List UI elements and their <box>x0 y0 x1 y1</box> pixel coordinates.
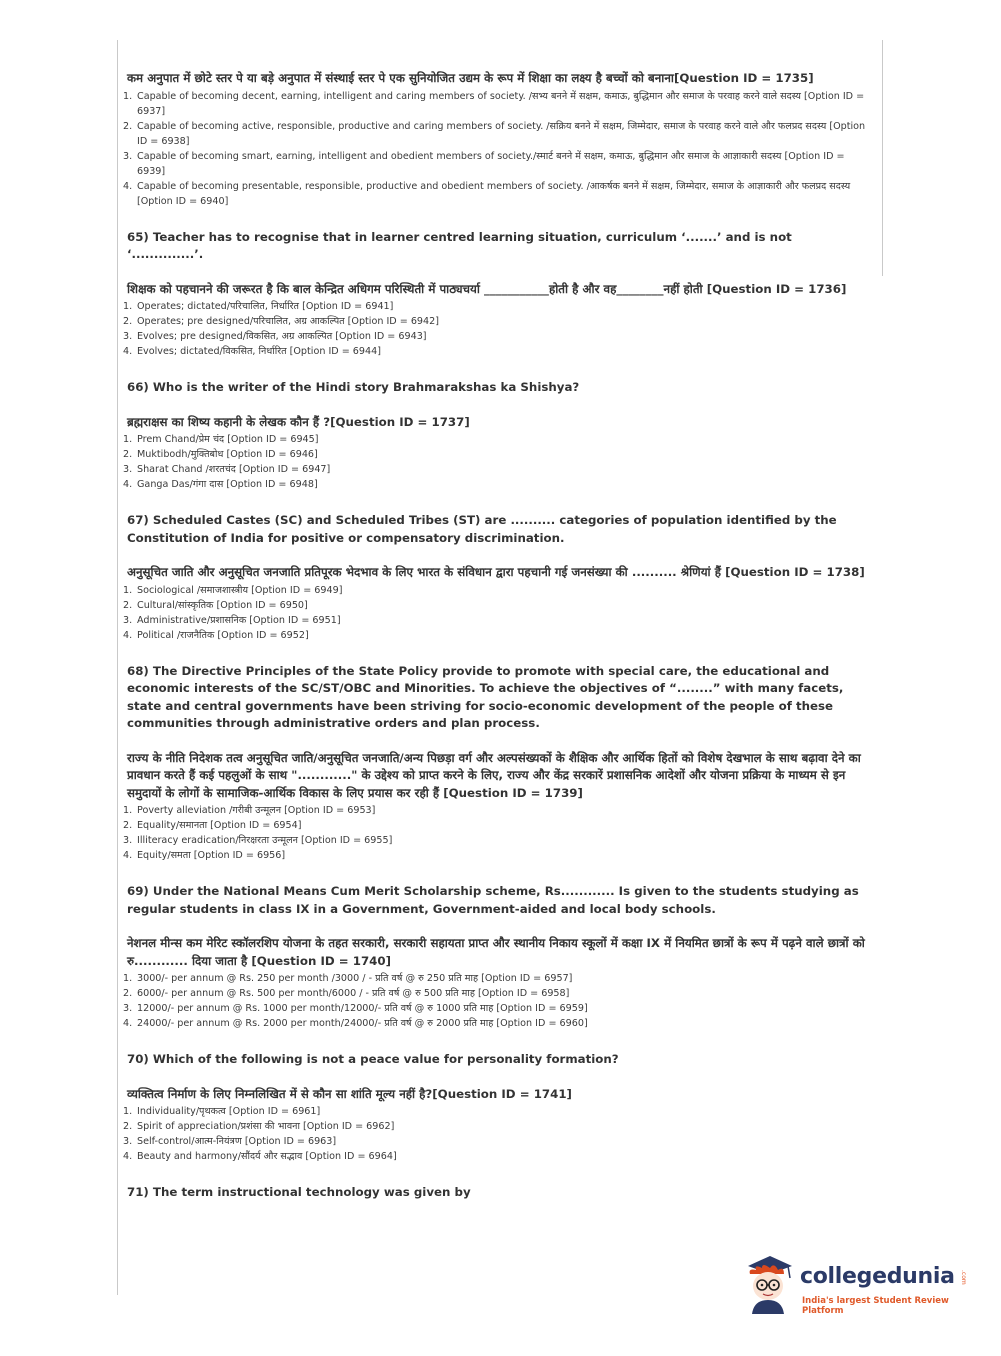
question-block-65 <box>123 229 872 360</box>
question-block-67 <box>123 512 872 643</box>
right-margin-rule <box>882 40 883 276</box>
option-item: 4. Beauty and harmony/सौंदर्य और सद्भाव [Option ID = 6964] <box>123 1151 397 1162</box>
options-list <box>123 971 872 1031</box>
option-item: 2. Muktibodh/मुक्तिबोध [Option ID = 6946] <box>123 449 318 460</box>
option-item: 3. Administrative/प्रशासनिक [Option ID = 6951] <box>123 614 341 626</box>
option-item: 4. Evolves; dictated/विकसित, निर्धारित [Option ID = 6944] <box>123 346 381 357</box>
question-hindi: व्यक्तित्व निर्माण के लिए निम्नलिखित में से कौन सा शांति मूल्य नहीं है?[Question ID = 1741] <box>127 1086 572 1101</box>
question-english: 65) Teacher has to recognise that in learner centred learning situation, curriculum ‘.......’ and is not ‘..............’. <box>127 229 792 261</box>
question-block-1735 <box>123 70 872 209</box>
options-list <box>123 432 872 492</box>
options-list <box>123 1104 872 1164</box>
question-english: 66) Who is the writer of the Hindi story Brahmarakshas ka Shishya? <box>127 380 580 394</box>
option-item: 4. Capable of becoming presentable, responsible, productive and obedient members of society. /आकर्षक बनने में सक्षम, जिम्मेदार, समाज के आज्ञाकारी और फलप्रद सदस्य [Option ID = 6940] <box>123 180 851 207</box>
logo-wordmark: collegedunia <box>800 1264 955 1289</box>
question-block-70 <box>123 1051 872 1164</box>
option-item: 1. Sociological /समाजशास्त्रीय [Option ID = 6949] <box>123 584 343 596</box>
question-hindi: कम अनुपात में छोटे स्तर पे या बड़े अनुपात में संस्थाई स्तर पे एक सुनियोजित उद्यम के रूप में शिक्षा का लक्ष्य है बच्चों को बनाना[Question ID = 1735] <box>127 71 814 85</box>
option-item: 4. 24000/- per annum @ Rs. 2000 per month/24000/- प्रति वर्ष @ रु 2000 प्रति माह [Option ID = 6960] <box>123 1018 588 1029</box>
option-item: 2. Operates; pre designed/परिचालित, अग्र आकल्पित [Option ID = 6942] <box>123 316 439 327</box>
question-english: 69) Under the National Means Cum Merit Scholarship scheme, Rs............ Is given to the students studying as regular students in class IX in a Government, Government-aided and local body schools. <box>127 884 859 916</box>
question-hindi: शिक्षक को पहचानने की जरूरत है कि बाल केन्द्रित अधिगम परिस्थिती में पाठ्यचर्या ___________होती है और वह________नहीं होती [Question ID = 1736] <box>127 281 847 296</box>
question-english: 71) The term instructional technology was given by <box>127 1185 471 1199</box>
option-item: 1. Prem Chand/प्रेम चंद [Option ID = 6945] <box>123 434 319 445</box>
option-item: 4. Equity/समता [Option ID = 6956] <box>123 850 286 861</box>
option-item: 1. Operates; dictated/परिचालित, निर्धारित [Option ID = 6941] <box>123 301 394 312</box>
option-item: 2. Spirit of appreciation/प्रशंसा की भावना [Option ID = 6962] <box>123 1121 395 1132</box>
option-item: 1. 3000/- per annum @ Rs. 250 per month /3000 / - प्रति वर्ष @ रु 250 प्रति माह [Option ID = 6957] <box>123 973 573 984</box>
options-list <box>123 89 872 209</box>
option-item: 3. 12000/- per annum @ Rs. 1000 per month/12000/- प्रति वर्ष @ रु 1000 प्रति माह [Option ID = 6959] <box>123 1003 588 1014</box>
question-hindi: राज्य के नीति निदेशक तत्व अनुसूचित जाति/अनुसूचित जनजाति/अन्य पिछड़ा वर्ग और अल्पसंख्यकों के शैक्षिक और आर्थिक हितों को विशेष देखभाल के साथ बढ़ावा देने का प्रावधान करते हैं कई पहलुओं के साथ "............" के उद्देश्य को प्राप्त करने के लिए, राज्य और केंद्र सरकारें प्रशासनिक आदेशों और योजना प्रक्रिया के माध्यम से इन समुदायों के लोगों के सामाजिक-आर्थिक विकास के लिए प्रयास कर रही हैं [Question ID = 1739] <box>127 750 861 800</box>
option-item: 3. Sharat Chand /शरतचंद [Option ID = 6947] <box>123 464 331 475</box>
option-item: 4. Political /राजनैतिक [Option ID = 6952] <box>123 629 309 641</box>
option-item: 2. Capable of becoming active, responsible, productive and caring members of society. /सक्रिय बनने में सक्षम, जिम्मेदार, समाज के परवाह करने वाले और फलप्रद सदस्य [Option ID = 6938] <box>123 120 866 147</box>
question-block-69 <box>123 883 872 1031</box>
question-hindi: ब्रह्मराक्षस का शिष्य कहानी के लेखक कौन हैं ?[Question ID = 1737] <box>127 414 470 429</box>
question-block-66 <box>123 379 872 492</box>
option-item: 4. Ganga Das/गंगा दास [Option ID = 6948] <box>123 479 318 490</box>
logo-suffix: .com <box>960 1270 967 1285</box>
option-item: 3. Self-control/आत्म-नियंत्रण [Option ID = 6963] <box>123 1136 337 1147</box>
options-list <box>123 583 872 643</box>
option-item: 2. Equality/समानता [Option ID = 6954] <box>123 820 302 831</box>
question-english: 68) The Directive Principles of the State Policy provide to promote with special care, the educational and economic interests of the SC/ST/OBC and Minorities. To achieve the objectives of “........” with many facets, state and central governments have been striving for socio-economic development of the people of these communities through administrative orders and plan process. <box>127 663 844 730</box>
options-list <box>123 803 872 863</box>
mascot-icon <box>740 1248 800 1314</box>
option-item: 2. Cultural/सांस्कृतिक [Option ID = 6950] <box>123 599 308 611</box>
logo-tagline: India's largest Student Review Platform <box>802 1296 949 1316</box>
option-item: 2. 6000/- per annum @ Rs. 500 per month/6000 / - प्रति वर्ष @ रु 500 प्रति माह [Option ID = 6958] <box>123 988 570 999</box>
question-block-71 <box>127 1184 872 1202</box>
option-item: 3. Capable of becoming smart, earning, intelligent and obedient members of society./स्मार्ट बनने में सक्षम, कमाऊ, बुद्धिमान और समाज के आज्ञाकारी सदस्य [Option ID = 6939] <box>123 150 845 177</box>
option-item: 1. Individuality/पृथकत्व [Option ID = 6961] <box>123 1106 321 1117</box>
question-paper <box>123 70 872 1222</box>
question-hindi: अनुसूचित जाति और अनुसूचित जनजाति प्रतिपूरक भेदभाव के लिए भारत के संविधान द्वारा पहचानी गई जनसंख्या की .......... श्रेणियां हैं [Question ID = 1738] <box>127 565 865 579</box>
option-item: 3. Evolves; pre designed/विकसित, अग्र आकल्पित [Option ID = 6943] <box>123 331 427 342</box>
option-item: 3. Illiteracy eradication/निरक्षरता उन्मूलन [Option ID = 6955] <box>123 835 393 846</box>
options-list <box>123 299 872 359</box>
option-item: 1. Poverty alleviation /गरीबी उन्मूलन [Option ID = 6953] <box>123 805 376 816</box>
collegedunia-logo[interactable] <box>740 1248 972 1314</box>
left-margin-rule <box>117 40 118 1295</box>
question-english: 70) Which of the following is not a peace value for personality formation? <box>127 1052 619 1066</box>
option-item: 1. Capable of becoming decent, earning, intelligent and caring members of society. /सभ्य बनने में सक्षम, कमाऊ, बुद्धिमान और समाज के परवाह करने वाले सदस्य [Option ID = 6937] <box>123 90 865 117</box>
question-english: 67) Scheduled Castes (SC) and Scheduled Tribes (ST) are .......... categories of population identified by the Constitution of India for positive or compensatory discrimination. <box>127 513 837 545</box>
question-hindi: नेशनल मीन्स कम मेरिट स्कॉलरशिप योजना के तहत सरकारी, सरकारी सहायता प्राप्त और स्थानीय निकाय स्कूलों में कक्षा IX में नियमित छात्रों के रूप में पढ़ने वाले छात्रों को रु............ दिया जाता है [Question ID = 1740] <box>127 936 865 968</box>
question-block-68 <box>123 663 872 864</box>
